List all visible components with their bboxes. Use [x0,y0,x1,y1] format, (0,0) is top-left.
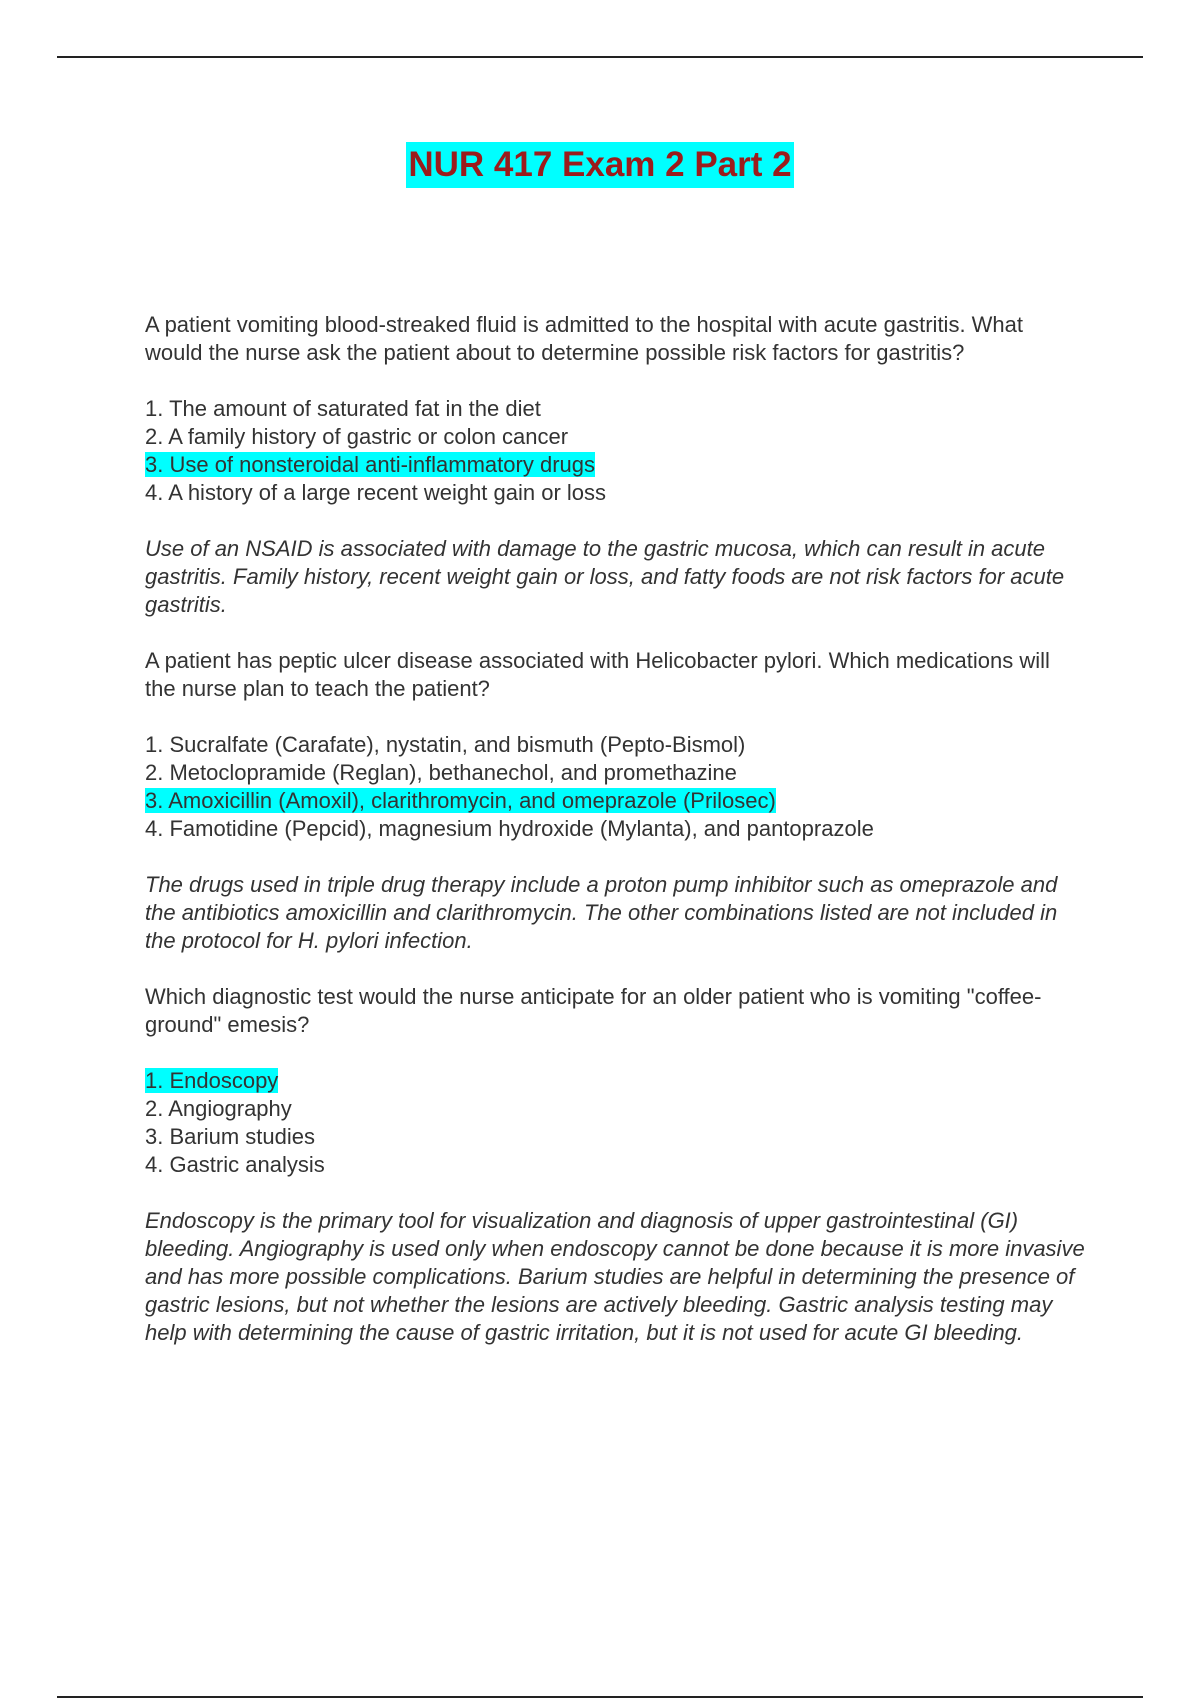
question-block-2 [145,647,1085,955]
answer-option [145,1123,1085,1151]
option-text: 2. Angiography [145,1096,292,1121]
option-text: 1. Sucralfate (Carafate), nystatin, and bismuth (Pepto-Bismol) [145,732,746,757]
highlighted-answer: 3. Use of nonsteroidal anti-inflammatory drugs [145,452,595,477]
option-text: 2. A family history of gastric or colon cancer [145,424,569,449]
option-text: 4. A history of a large recent weight gain or loss [145,480,607,505]
answer-option-correct [145,787,1085,815]
bottom-divider [57,1696,1143,1698]
option-text: 1. The amount of saturated fat in the diet [145,396,541,421]
question-text: A patient vomiting blood-streaked fluid is admitted to the hospital with acute gastritis. What would the nurse ask the patient about to determine possible risk factors for gastritis? [145,312,1024,365]
document-title: NUR 417 Exam 2 Part 2 [406,142,793,188]
highlighted-answer: 3. Amoxicillin (Amoxil), clarithromycin, and omeprazole (Prilosec) [145,788,776,813]
rationale-text: Endoscopy is the primary tool for visualization and diagnosis of upper gastrointestinal (GI) bleeding. Angiography is used only when endoscopy cannot be done because it is more invasive and has more possible complications. Barium studies are helpful in determining the presence of gastric lesions, but not whether the lesions are actively bleeding. Gastric analysis testing may help with determining the cause of gastric irritation, but it is not used for acute GI bleeding. [145,1208,1085,1345]
answer-option [145,1095,1085,1123]
answer-option [145,423,1085,451]
answer-option [145,731,1085,759]
answer-options [145,395,1085,507]
question-block-3 [145,983,1085,1347]
answer-options [145,1067,1085,1179]
answer-option [145,479,1085,507]
answer-option [145,759,1085,787]
option-text: 2. Metoclopramide (Reglan), bethanechol, and promethazine [145,760,737,785]
top-divider [57,56,1143,58]
highlighted-answer: 1. Endoscopy [145,1068,279,1093]
question-block-1 [145,311,1085,619]
answer-option [145,1151,1085,1179]
answer-option [145,815,1085,843]
rationale-text: Use of an NSAID is associated with damage to the gastric mucosa, which can result in acute gastritis. Family history, recent weight gain or loss, and fatty foods are not risk factors for acute gastritis. [145,536,1065,617]
question-text: Which diagnostic test would the nurse anticipate for an older patient who is vomiting "coffee-ground" emesis? [145,984,1042,1037]
answer-option-correct [145,1067,1085,1095]
document-body [145,311,1085,1375]
question-text: A patient has peptic ulcer disease associated with Helicobacter pylori. Which medications will the nurse plan to teach the patient? [145,648,1050,701]
option-text: 4. Famotidine (Pepcid), magnesium hydroxide (Mylanta), and pantoprazole [145,816,874,841]
option-text: 3. Barium studies [145,1124,315,1149]
title-container [0,142,1200,188]
rationale-text: The drugs used in triple drug therapy include a proton pump inhibitor such as omeprazole and the antibiotics amoxicillin and clarithromycin. The other combinations listed are not included in the protocol for H. pylori infection. [145,872,1058,953]
answer-option [145,395,1085,423]
answer-option-correct [145,451,1085,479]
option-text: 4. Gastric analysis [145,1152,325,1177]
answer-options [145,731,1085,843]
